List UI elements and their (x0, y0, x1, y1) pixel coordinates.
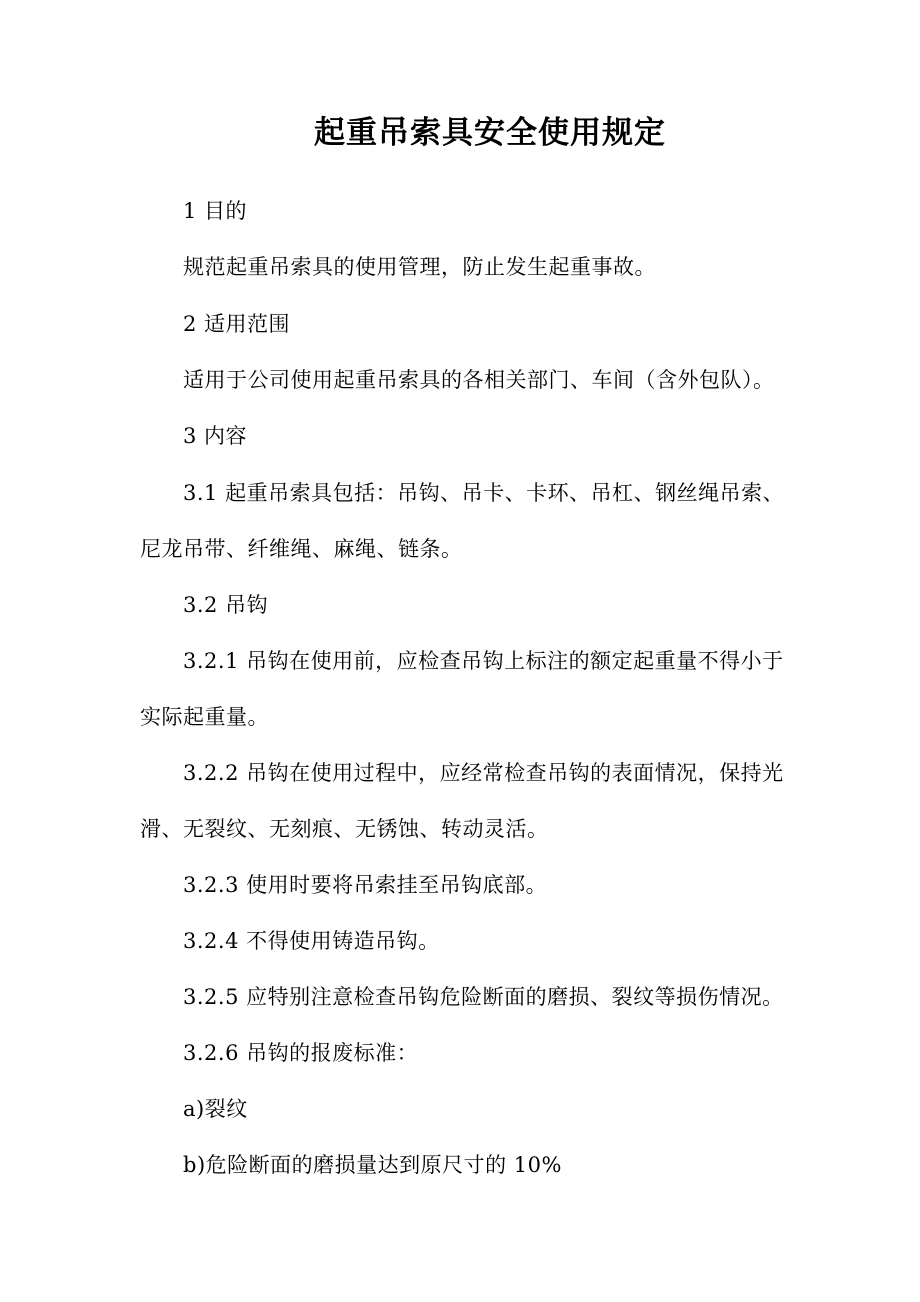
paragraph-3-1-line-1: 3.1 起重吊索具包括：吊钩、吊卡、卡环、吊杠、钢丝绳吊索、 (183, 481, 785, 505)
heading-1-purpose: 1 目的 (183, 199, 248, 223)
paragraph-3-2-4: 3.2.4 不得使用铸造吊钩。 (183, 929, 440, 953)
document-title: 起重吊索具安全使用规定 (314, 115, 666, 151)
paragraph-3-2-2-line-1: 3.2.2 吊钩在使用过程中，应经常检查吊钩的表面情况，保持光 (183, 761, 784, 785)
list-item-b: b)危险断面的磨损量达到原尺寸的 10% (183, 1153, 562, 1177)
paragraph-3-2-5: 3.2.5 应特别注意检查吊钩危险断面的磨损、裂纹等损伤情况。 (183, 985, 784, 1009)
paragraph-3-2-6: 3.2.6 吊钩的报废标准： (183, 1041, 419, 1065)
paragraph-purpose: 规范起重吊索具的使用管理，防止发生起重事故。 (183, 255, 656, 279)
heading-3-2-hook: 3.2 吊钩 (183, 593, 269, 617)
paragraph-scope: 适用于公司使用起重吊索具的各相关部门、车间（含外包队）。 (183, 368, 775, 392)
paragraph-3-2-3: 3.2.3 使用时要将吊索挂至吊钩底部。 (183, 873, 548, 897)
heading-3-content: 3 内容 (183, 424, 248, 448)
paragraph-3-2-1-line-2: 实际起重量。 (140, 705, 269, 729)
paragraph-3-1-line-2: 尼龙吊带、纤维绳、麻绳、链条。 (140, 537, 463, 561)
paragraph-3-2-1-line-1: 3.2.1 吊钩在使用前，应检查吊钩上标注的额定起重量不得小于 (183, 649, 784, 673)
list-item-a: a)裂纹 (183, 1097, 248, 1121)
paragraph-3-2-2-line-2: 滑、无裂纹、无刻痕、无锈蚀、转动灵活。 (140, 817, 549, 841)
heading-2-scope: 2 适用范围 (183, 312, 291, 336)
